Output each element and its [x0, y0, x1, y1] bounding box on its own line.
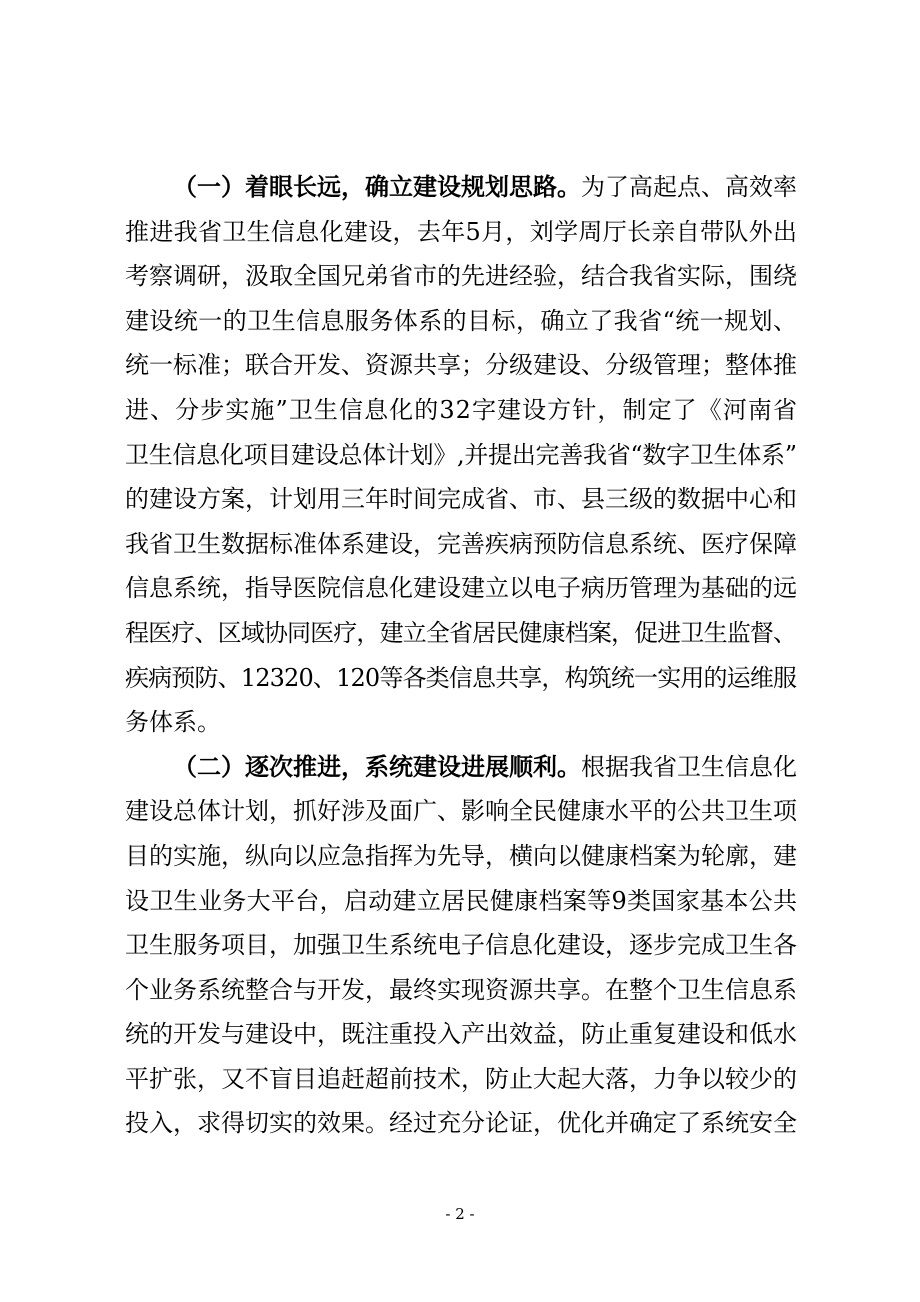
line-text: 根据我省卫生信息化 [581, 752, 797, 781]
line-text: 我省卫生数据标准体系建设，完善疾病预防信息系统、医疗保障 [125, 529, 797, 558]
line-text: 进、分步实施”卫生信息化的32字建设方针，制定了《河南省 [125, 395, 799, 424]
line-text: 推进我省卫生信息化建设，去年5月，刘学周厅长亲自带队外出 [125, 217, 798, 246]
line-text: 考察调研，汲取全国兄弟省市的先进经验，结合我省实际，围绕 [125, 262, 797, 291]
text-line [125, 656, 797, 701]
line-text: 信息系统，指导医院信息化建设建立以电子病历管理为基础的远 [125, 574, 797, 603]
text-line [125, 1101, 797, 1146]
text-line [125, 522, 797, 567]
line-text: 建设总体计划，抓好涉及面广、影响全民健康水平的公共卫生项 [125, 797, 797, 826]
line-text: 建设统一的卫生信息服务体系的目标，确立了我省“统一规划、 [125, 306, 798, 335]
text-line [125, 879, 797, 924]
text-line [125, 254, 797, 299]
line-text: 为了高起点、高效率 [581, 173, 797, 201]
text-line [125, 1012, 797, 1057]
text-line [125, 611, 797, 656]
text-line [125, 789, 797, 834]
line-text: 疾病预防、12320、120等各类信息共享，构筑统一实用的运维服 [125, 663, 797, 692]
body-text [125, 165, 797, 1146]
section-heading: （一）着眼长远，确立建设规划思路。 [173, 172, 581, 201]
line-text: 统的开发与建设中，既注重投入产出效益，防止重复建设和低水 [125, 1020, 797, 1049]
text-line [125, 834, 797, 879]
line-text: 程医疗、区域协同医疗，建立全省居民健康档案，促进卫生监督、 [125, 618, 797, 647]
text-line [125, 388, 797, 433]
line-text: 统一标准；联合开发、资源共享；分级建设、分级管理；整体推 [125, 351, 797, 380]
text-line [125, 299, 797, 344]
text-line [125, 700, 797, 745]
line-text: 目的实施，纵向以应急指挥为先导，横向以健康档案为轮廓，建 [125, 841, 797, 870]
line-text: 卫生服务项目，加强卫生系统电子信息化建设，逐步完成卫生各 [125, 931, 797, 960]
line-text: 投入，求得切实的效果。经过充分论证，优化并确定了系统安全 [125, 1109, 797, 1138]
text-line [125, 566, 797, 611]
line-text: 设卫生业务大平台，启动建立居民健康档案等9类国家基本公共 [125, 886, 798, 915]
page-number: - 2 - [445, 1205, 475, 1223]
text-line [125, 1057, 797, 1102]
text-line [125, 923, 797, 968]
text-line [125, 477, 797, 522]
text-line [125, 210, 797, 255]
line-text: 个业务系统整合与开发，最终实现资源共享。在整个卫生信息系 [125, 975, 797, 1004]
text-line [125, 968, 797, 1013]
line-text: 务体系。 [125, 708, 221, 737]
line-text: 的建设方案，计划用三年时间完成省、市、县三级的数据中心和 [125, 485, 797, 514]
text-line [125, 165, 797, 210]
line-text: 平扩张，又不盲目追赶超前技术，防止大起大落，力争以较少的 [125, 1064, 797, 1093]
text-line [125, 433, 797, 478]
section-heading: （二）逐次推进，系统建设进展顺利。 [173, 751, 581, 781]
text-line [125, 745, 797, 790]
line-text: 卫生信息化项目建设总体计划》,并提出完善我省“数字卫生体系” [125, 440, 797, 469]
text-line [125, 343, 797, 388]
